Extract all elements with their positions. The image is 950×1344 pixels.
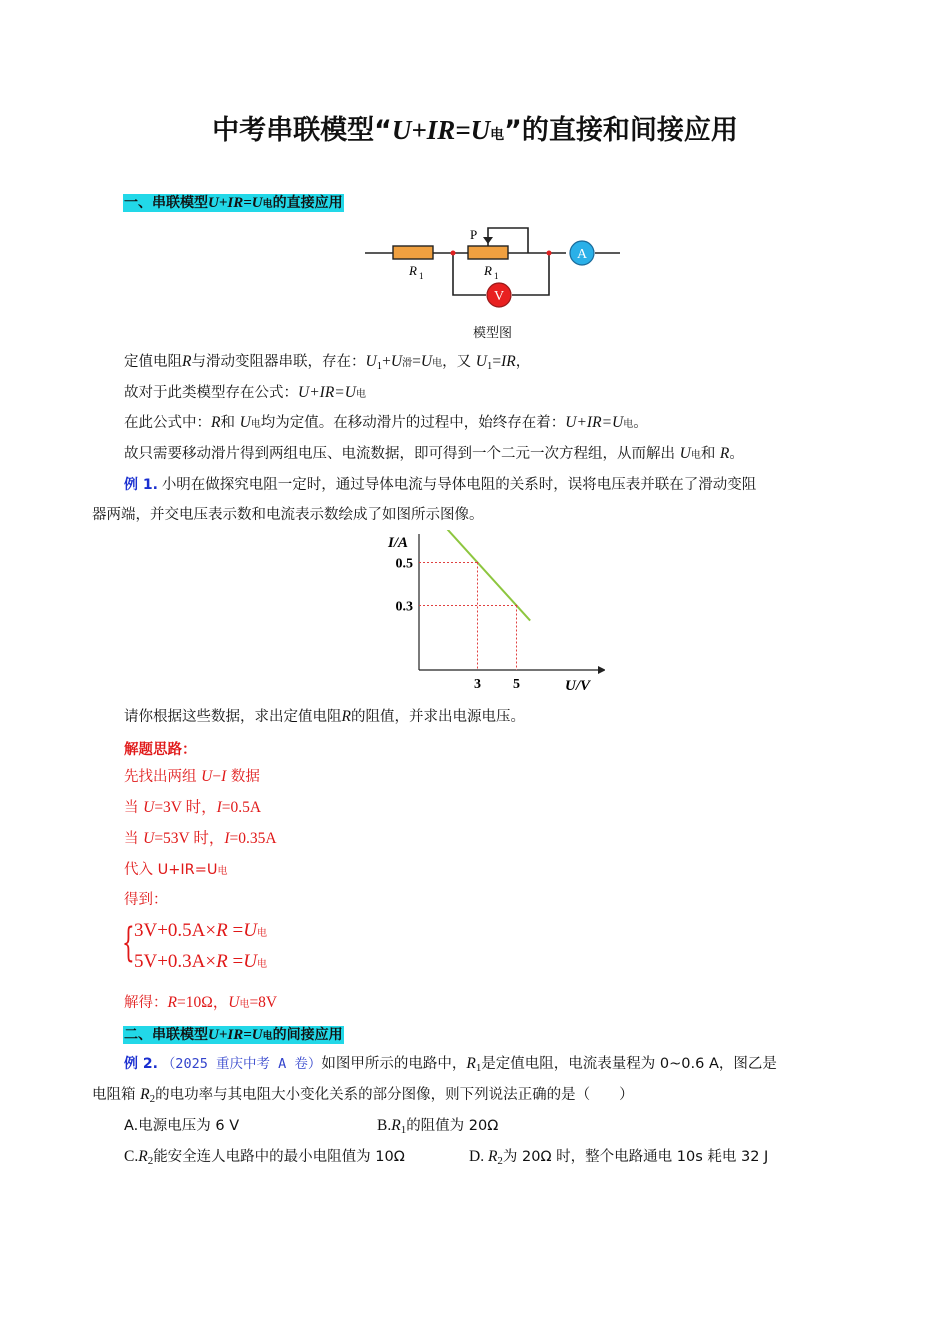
solution-heading: 解题思路： [124,742,197,758]
solution-line: 代入 U+IR=U电 [124,862,228,878]
equation-2: 5V+0.3A×R =U电 [134,951,267,972]
y-tick-1: 0.3 [395,599,413,615]
iu-chart [380,530,605,700]
solution-line: 先找出两组 U−I 数据 [124,768,260,785]
rheostat-r1 [468,246,508,259]
text-line: 定值电阻R与滑动变阻器串联，存在：U1+U滑=U电，又 U1=IR， [124,353,531,372]
option-b: B.R1的阻值为 20Ω [377,1117,499,1136]
section-heading-2: 二、串联模型U+IR=U电的间接应用 [124,1027,343,1043]
resistor-r1 [393,246,433,259]
svg-text:V: V [493,289,505,304]
figure-caption: 模型图 [472,326,512,341]
text-line: 故只需要移动滑片得到两组电压、电流数据，即可得到一个二元一次方程组，从而解出 U电和 R。 [124,445,744,462]
x-tick-0: 3 [474,677,481,692]
svg-text:R: R [409,263,417,278]
example-1-cont: 器两端，并交电压表示数和电流表示数绘成了如图所示图像。 [92,507,484,523]
solution-line: 得到： [124,892,168,908]
y-tick-0: 0.5 [395,556,413,572]
text-line: 故对于此类模型存在公式：U+IR=U电 [124,384,366,401]
series-line [431,530,530,621]
equation-1: 3V+0.5A×R =U电 [134,920,267,941]
solution-line: 当 U=3V 时，I=0.5A [124,799,262,816]
page-title: 中考串联模型“U+IR=U电”的直接和间接应用 [212,115,738,146]
data-point-0 [477,562,479,564]
brace: { [122,920,135,966]
question-1: 请你根据这些数据，求出定值电阻R的阻值，并求出电源电压。 [124,708,525,725]
text-line: 在此公式中：R和 U电均为定值。在移动滑片的过程中，始终存在着：U+IR=U电。 [124,414,648,431]
data-point-1 [516,605,518,607]
section-heading-1: 一、串联模型U+IR=U电的直接应用 [124,195,343,211]
solution-answer: 解得：R=10Ω，U电=8V [124,994,278,1011]
svg-text:A: A [576,247,588,262]
x-tick-1: 5 [513,677,520,692]
svg-text:1: 1 [494,271,499,281]
y-axis-label: I/A [388,535,409,551]
example-2-cont: 电阻箱 R2的电功率与其电阻大小变化关系的部分图像，则下列说法正确的是（ ） [92,1086,634,1105]
option-a: A.电源电压为 6 V [124,1118,240,1134]
option-c: C.R2能安全连人电路中的最小电阻值为 10Ω [124,1148,405,1167]
example-2: 例 2. （2025 重庆中考 A 卷）如图甲所示的电路中，R1是定值电阻，电流表量程为 0~0.6 A，图乙是 [124,1055,777,1074]
x-axis-label: U/V [565,678,591,694]
svg-text:R: R [484,263,492,278]
svg-text:P: P [470,227,478,242]
svg-text:1: 1 [419,271,424,281]
option-d: D. R2为 20Ω 时，整个电路通电 10s 耗电 32 J [469,1148,769,1167]
solution-line: 当 U=53V 时，I=0.35A [124,830,277,847]
example-1: 例 1. 小明在做探究电阻一定时，通过导体电流与导体电阻的关系时，误将电压表并联在了滑动变阻 [124,477,757,493]
circuit-diagram [360,222,625,312]
